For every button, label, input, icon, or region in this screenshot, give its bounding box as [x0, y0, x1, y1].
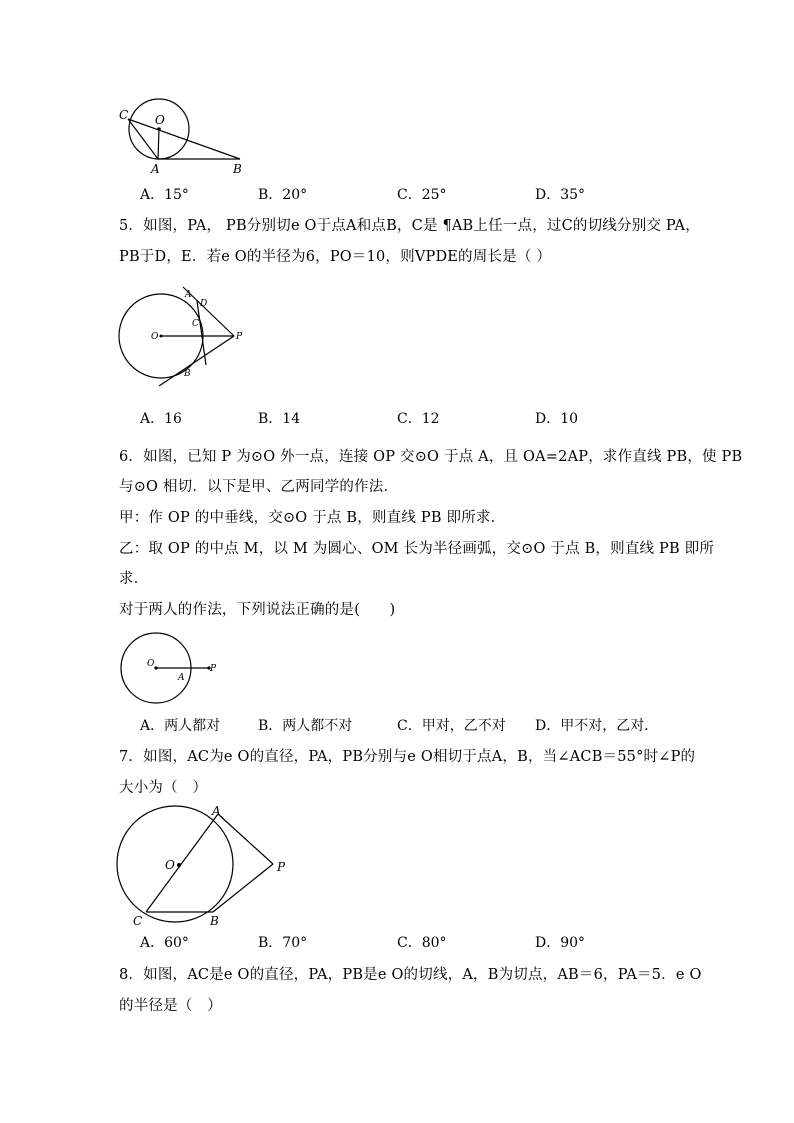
- q4-option-c: C．25°: [397, 187, 447, 203]
- q7-option-a: A．60°: [140, 935, 189, 951]
- q7-line-1: 7．如图，AC为e O的直径，PA，PB分别与e O相切于点A，B，当∠ACB＝55°时∠P的: [119, 749, 696, 765]
- q4-line-cb: [128, 119, 240, 159]
- q4-option-b: B．20°: [258, 187, 308, 203]
- q7-line-b-p: [213, 864, 273, 912]
- q7-circle: [117, 806, 233, 922]
- q5-option-d: D．10: [535, 411, 579, 427]
- q4-figure: [115, 95, 255, 177]
- q4-label-b: B: [233, 162, 242, 176]
- q4-point-o: [157, 127, 161, 131]
- q6-line-3: 甲：作 OP 的中垂线，交⊙O 于点 B，则直线 PB 即所求．: [119, 510, 506, 526]
- q7-label-p: P: [277, 860, 286, 874]
- q5-line-p-b: [159, 336, 234, 386]
- q7-label-c: C: [133, 914, 143, 928]
- q6-line-5: 求．: [119, 571, 149, 587]
- q5-label-p: P: [236, 332, 243, 342]
- q7-option-c: C．80°: [397, 935, 447, 951]
- q8-line-1: 8．如图，AC是e O的直径，PA，PB是e O的切线，A，B为切点，AB＝6，PA＝5．e O: [119, 967, 702, 983]
- q6-label-o: O: [147, 659, 155, 669]
- q7-label-o: O: [165, 858, 175, 872]
- q7-line-a-c: [146, 814, 218, 912]
- q5-label-a: A: [185, 290, 192, 300]
- q5-label-d: D: [200, 299, 208, 309]
- q7-point-o: [177, 863, 181, 867]
- q4-label-c: C: [119, 108, 129, 122]
- q5-label-b: B: [184, 369, 191, 379]
- q4-line-ca: [128, 119, 158, 159]
- q6-option-c: C．甲对，乙不对: [397, 718, 506, 734]
- q6-point-o: [154, 666, 157, 669]
- q6-label-p: P: [210, 664, 217, 674]
- q7-line-a-p: [218, 814, 273, 864]
- q4-option-a: A．15°: [140, 187, 189, 203]
- q4-label-o: O: [155, 113, 165, 127]
- q5-option-b: B．14: [258, 411, 301, 427]
- q6-line-4: 乙：取 OP 的中点 M，以 M 为圆心、OM 长为半径画弧，交⊙O 于点 B，则直线 PB 即所: [119, 541, 715, 557]
- q4-label-a: A: [151, 162, 160, 176]
- q5-figure: [115, 282, 255, 392]
- q7-figure: [115, 802, 305, 930]
- q7-option-b: B．70°: [258, 935, 308, 951]
- q7-label-a: A: [212, 804, 221, 818]
- q4-option-d: D．35°: [535, 187, 586, 203]
- q6-line-6: 对于两人的作法，下列说法正确的是( ): [119, 602, 396, 618]
- q5-line-2: PB于D，E．若e O的半径为6，PO＝10，则VPDE的周长是（ ）: [119, 249, 552, 265]
- q6-line-1: 6．如图，已知 P 为⊙O 外一点，连接 OP 交⊙O 于点 A，且 OA=2AP，求作直线 PB，使 PB: [119, 449, 743, 465]
- q4-line-oa: [158, 129, 159, 159]
- q5-label-c: C: [192, 319, 199, 329]
- q7-option-d: D．90°: [535, 935, 586, 951]
- q6-figure: [115, 630, 235, 710]
- q6-label-a: A: [178, 673, 185, 683]
- q6-option-b: B．两人都不对: [258, 718, 353, 734]
- q7-label-b: B: [210, 914, 219, 928]
- q5-label-o: O: [151, 332, 159, 342]
- q6-option-a: A．两人都对: [140, 718, 221, 734]
- q5-option-a: A．16: [140, 411, 182, 427]
- q6-option-d: D．甲不对，乙对．: [535, 718, 659, 734]
- q5-line-1: 5．如图，PA， PB分别切e O于点A和点B，C是 ¶AB上任一点，过C的切线分别交 PA，: [119, 218, 700, 234]
- q6-line-2: 与⊙O 相切．以下是甲、乙两同学的作法．: [119, 479, 399, 495]
- q7-line-2: 大小为（ ）: [119, 780, 208, 796]
- q8-line-2: 的半径是（ ）: [119, 998, 222, 1014]
- q5-point-o: [160, 335, 163, 338]
- q5-option-c: C．12: [397, 411, 440, 427]
